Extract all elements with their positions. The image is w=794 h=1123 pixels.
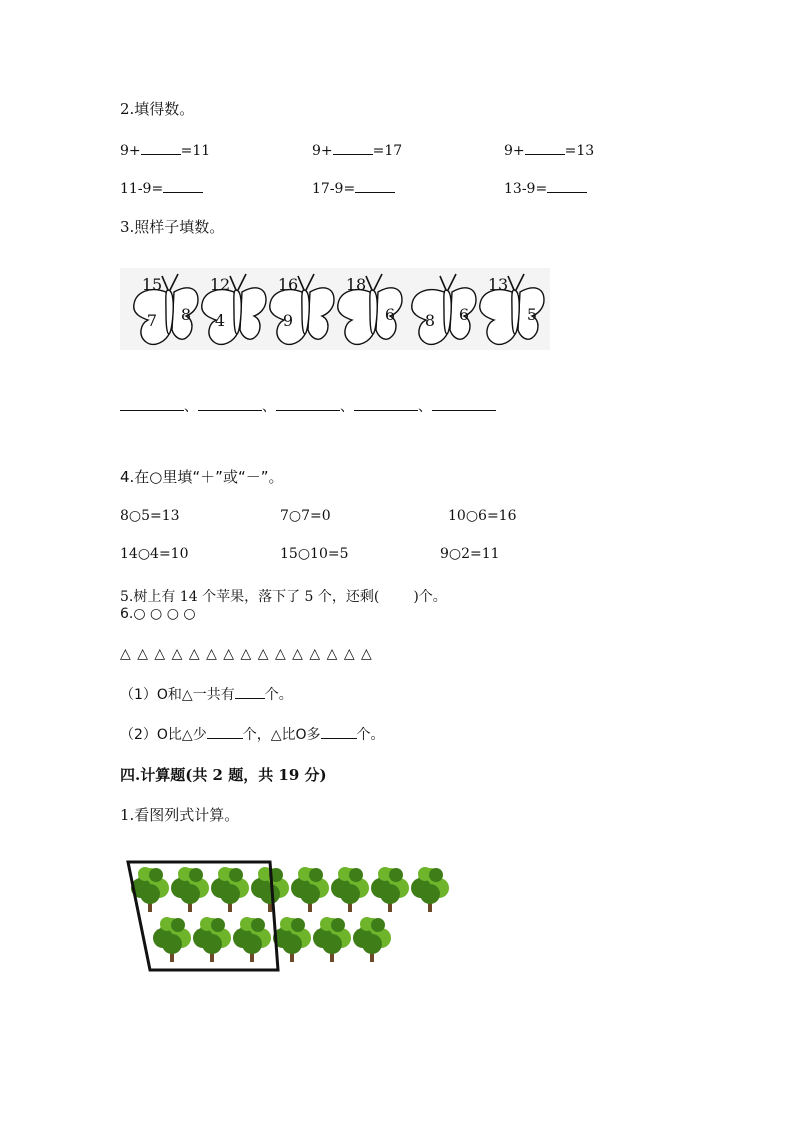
q6-sub1-blank[interactable] [235,684,265,699]
q6-title: 6.○ ○ ○ ○ [120,606,196,622]
q3-blank-3[interactable] [276,398,340,411]
tree-foliage [260,884,280,904]
tree-foliage [162,934,182,954]
q6-sub2 [120,724,385,744]
q3-blank-1[interactable] [120,398,184,411]
q3-sep-3: 、 [340,399,354,415]
q2-item-1-post: =11 [180,143,211,159]
tree-foliage [171,918,185,932]
q2-item-1-pre: 9+ [120,143,141,159]
butterfly-right-number: 6 [384,305,396,324]
q2-item-6-blank[interactable] [547,178,587,193]
tree-foliage [331,918,345,932]
q4-item-1[interactable]: 8○5=13 [120,508,180,524]
tree-foliage [371,918,385,932]
butterfly-right-number: 5 [526,305,538,324]
q2-title: 2.填得数。 [120,100,195,118]
q4-item-2[interactable]: 7○7=0 [280,508,331,524]
q4-item-4[interactable]: 14○4=10 [120,546,189,562]
q2-item-3 [504,140,594,159]
butterfly-right-number: 6 [458,305,470,324]
butterfly-top-number: 12 [209,275,231,294]
q4-item-5[interactable]: 15○10=5 [280,546,349,562]
q6-sub1 [120,684,293,704]
tree-foliage [429,868,443,882]
q3-blank-5[interactable] [432,398,496,411]
tree-foliage [180,884,200,904]
tree-foliage [140,884,160,904]
q4-title: 4.在○里填“＋”或“－”。 [120,468,284,486]
tree-foliage [229,868,243,882]
tree-foliage [420,884,440,904]
butterfly-body [512,290,519,334]
tree-foliage [220,884,240,904]
butterfly-body [370,290,377,334]
tree-foliage [291,918,305,932]
butterfly-left-number: 8 [424,311,436,330]
tree-foliage [211,918,225,932]
q6-sub2-blank-1[interactable] [207,724,243,739]
q2-item-4 [120,178,203,197]
q2-item-6-pre: 13-9= [504,181,548,197]
tree-foliage [340,884,360,904]
tree-foliage [322,934,342,954]
tree-foliage [251,918,265,932]
butterfly-top-number: 15 [141,275,163,294]
q6-sub1-before: （1）O和△一共有 [120,687,235,703]
q3-title: 3.照样子填数。 [120,218,225,236]
tree-foliage [389,868,403,882]
tree-foliage [282,934,302,954]
q6-sub2-mid: 个，△比O多 [242,727,321,743]
butterfly-top-number: 18 [345,275,367,294]
butterfly-left-number: 9 [282,311,294,330]
q2-item-5-pre: 17-9= [312,181,356,197]
q4-item-6[interactable]: 9○2=11 [440,546,500,562]
q2-item-2-pre: 9+ [312,143,333,159]
butterfly-right-number: 8 [180,305,192,324]
butterfly-body [444,290,451,334]
q3-sep-1: 、 [184,399,198,415]
butterfly-body [166,290,173,334]
q5-text [120,586,447,606]
butterfly-left-number: 4 [214,311,226,330]
q2-item-3-post: =13 [564,143,595,159]
q6-triangles: △ △ △ △ △ △ △ △ △ △ △ △ △ △ △ [120,646,373,662]
tree-foliage [362,934,382,954]
butterfly-left-number: 7 [146,311,158,330]
trees-figure [120,856,450,976]
butterfly-body [234,290,241,334]
tree-foliage [309,868,323,882]
q4-item-3[interactable]: 10○6=16 [448,508,517,524]
q2-item-3-pre: 9+ [504,143,525,159]
tree-foliage [349,868,363,882]
q6-sub2-before: （2）O比△少 [120,727,207,743]
q5-text-before: 5.树上有 14 个苹果，落下了 5 个，还剩( [120,589,380,605]
q3-blank-4[interactable] [354,398,418,411]
section4-q1-title: 1.看图列式计算。 [120,806,240,824]
q6-sub1-after: 个。 [264,687,293,703]
q3-blank-2[interactable] [198,398,262,411]
q2-item-3-blank[interactable] [525,140,565,155]
butterfly-top-number: 16 [277,275,299,294]
q2-item-1 [120,140,210,159]
q2-item-1-blank[interactable] [141,140,181,155]
q3-sep-4: 、 [418,399,432,415]
q2-item-5-blank[interactable] [355,178,395,193]
q6-sub2-after: 个。 [356,727,385,743]
q2-item-4-blank[interactable] [163,178,203,193]
tree-foliage [380,884,400,904]
section4-heading: 四.计算题(共 2 题，共 19 分) [120,766,327,784]
q2-item-2 [312,140,402,159]
q5-text-after: )个。 [413,589,447,605]
q2-item-4-pre: 11-9= [120,181,164,197]
q3-sep-2: 、 [262,399,276,415]
q6-sub2-blank-2[interactable] [321,724,357,739]
tree-foliage [300,884,320,904]
q3-answer-line [120,396,496,416]
tree-foliage [242,934,262,954]
butterflies-figure [120,268,550,350]
q2-item-2-blank[interactable] [333,140,373,155]
butterfly-top-number: 13 [487,275,509,294]
butterfly-body [302,290,309,334]
q2-item-5 [312,178,395,197]
tree-foliage [202,934,222,954]
tree-foliage [149,868,163,882]
q2-item-6 [504,178,587,197]
tree-foliage [189,868,203,882]
q2-item-2-post: =17 [372,143,403,159]
